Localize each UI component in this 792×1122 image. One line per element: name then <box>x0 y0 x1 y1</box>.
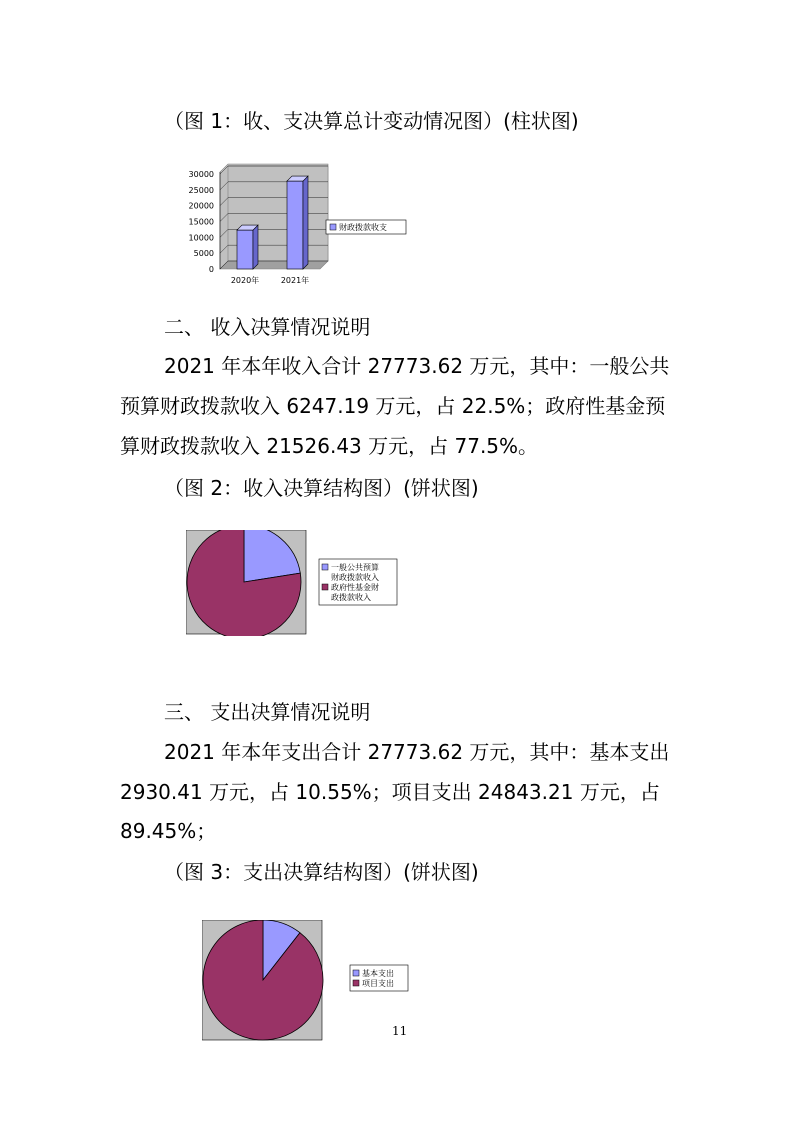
x-tick-label: 2020年 <box>230 276 260 285</box>
page-number: 11 <box>392 1024 408 1038</box>
bar-front <box>287 181 303 269</box>
y-tick-label: 30000 <box>188 170 214 179</box>
section3-heading: 三、 支出决算情况说明 <box>164 700 371 724</box>
y-tick-label: 15000 <box>188 217 214 227</box>
section2-line-1: 2021 年本年收入合计 27773.62 万元，其中：一般公共 <box>164 354 670 378</box>
legend-swatch <box>353 980 359 986</box>
legend-label: 财政拨款收入 <box>331 573 379 582</box>
plot-floor <box>220 261 328 269</box>
legend-label: 政府性基金财 <box>331 583 379 592</box>
legend-label: 项目支出 <box>362 979 394 988</box>
legend-label: 一般公共预算 <box>331 563 379 572</box>
legend-swatch <box>353 970 359 976</box>
section3-line-2: 2930.41 万元，占 10.55%；项目支出 24843.21 万元，占 <box>120 780 660 804</box>
section2-line-3: 算财政拨款收入 21526.43 万元，占 77.5%。 <box>120 434 539 458</box>
fig3-caption: （图 3：支出决算结构图）(饼状图) <box>164 860 479 884</box>
legend-label: 政拨款收入 <box>331 593 371 602</box>
y-tick-label: 10000 <box>188 233 214 243</box>
bar <box>287 176 308 269</box>
section3-line-3: 89.45%； <box>120 819 217 843</box>
legend-label: 基本支出 <box>362 969 394 978</box>
section2-heading: 二、 收入决算情况说明 <box>164 315 371 339</box>
y-tick-label: 5000 <box>193 249 214 259</box>
legend-label: 财政拨款收支 <box>339 223 387 232</box>
legend-swatch <box>330 224 336 230</box>
section2-line-2: 预算财政拨款收入 6247.19 万元，占 22.5%；政府性基金预 <box>120 394 666 418</box>
bar <box>237 225 258 269</box>
legend-swatch <box>322 584 328 590</box>
pie-slice <box>203 920 323 1040</box>
x-tick-label: 2021年 <box>280 276 310 285</box>
pie-chart-fig3 <box>202 920 422 1042</box>
pie-chart-fig2 <box>186 530 406 636</box>
bar-side <box>303 176 308 269</box>
bar-chart-fig1 <box>176 160 416 290</box>
y-tick-label: 25000 <box>188 185 214 195</box>
bar-front <box>237 230 253 269</box>
y-tick-label: 20000 <box>188 201 214 211</box>
y-tick-label: 0 <box>208 265 214 274</box>
legend-swatch <box>322 564 328 570</box>
fig2-caption: （图 2：收入决算结构图）(饼状图) <box>164 476 479 500</box>
fig1-caption: （图 1：收、支决算总计变动情况图）(柱状图) <box>164 109 579 133</box>
bar-side <box>253 225 258 269</box>
section3-line-1: 2021 年本年支出合计 27773.62 万元，其中：基本支出 <box>164 740 670 764</box>
